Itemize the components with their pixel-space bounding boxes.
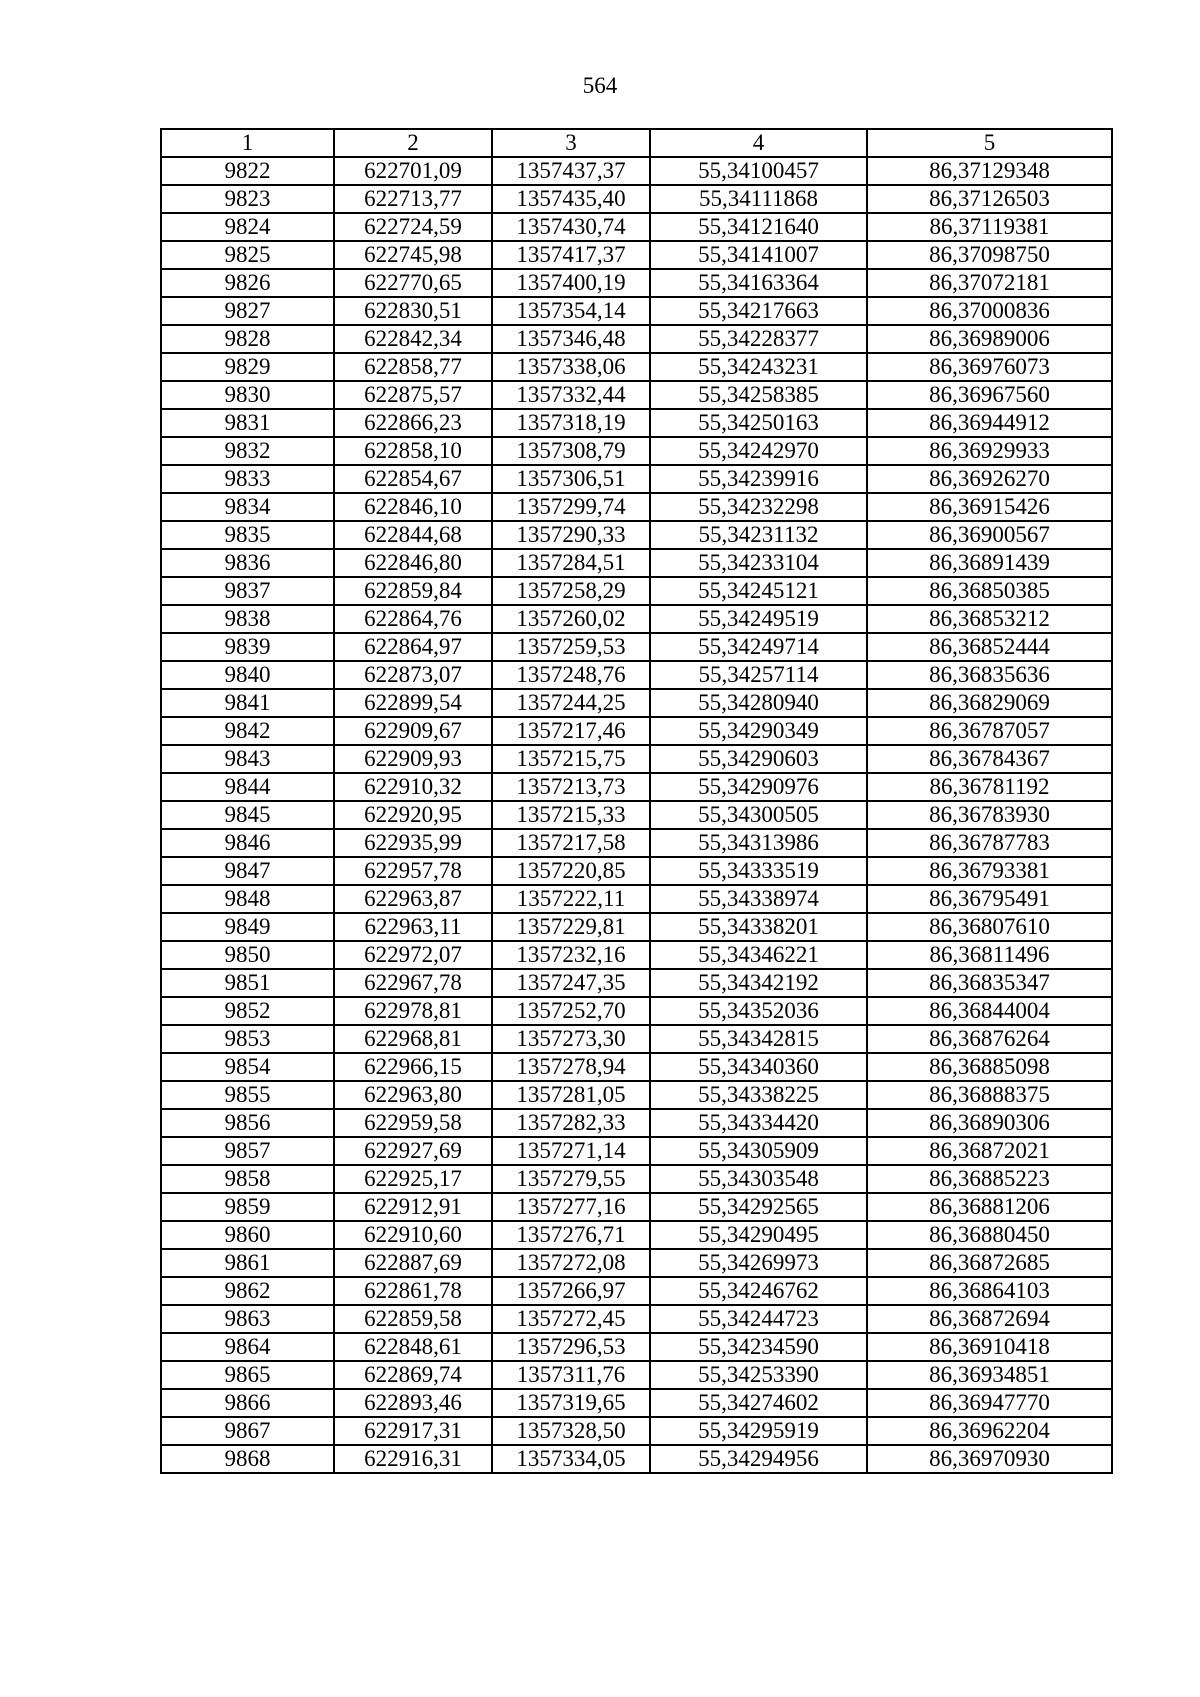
point-number-cell: 9866	[161, 1389, 334, 1417]
table-row	[161, 661, 1112, 689]
page-number: 564	[582, 73, 618, 98]
y-coordinate-cell: 1357277,16	[492, 1193, 650, 1221]
y-coordinate-cell: 1357338,06	[492, 353, 650, 381]
table-row	[161, 1445, 1112, 1473]
y-coordinate-cell: 1357244,25	[492, 689, 650, 717]
latitude-cell: 55,34346221	[650, 941, 867, 969]
point-number-cell: 9865	[161, 1361, 334, 1389]
column-header: 4	[650, 129, 867, 157]
longitude-cell: 86,36885223	[867, 1165, 1112, 1193]
longitude-cell: 86,37129348	[867, 157, 1112, 185]
longitude-cell: 86,36926270	[867, 465, 1112, 493]
longitude-cell: 86,37000836	[867, 297, 1112, 325]
latitude-cell: 55,34257114	[650, 661, 867, 689]
longitude-cell: 86,37119381	[867, 213, 1112, 241]
point-number-cell: 9854	[161, 1053, 334, 1081]
point-number-cell: 9861	[161, 1249, 334, 1277]
y-coordinate-cell: 1357273,30	[492, 1025, 650, 1053]
point-number-cell: 9822	[161, 157, 334, 185]
table-row	[161, 773, 1112, 801]
longitude-cell: 86,36967560	[867, 381, 1112, 409]
x-coordinate-cell: 622858,77	[334, 353, 492, 381]
latitude-cell: 55,34338201	[650, 913, 867, 941]
longitude-cell: 86,36781192	[867, 773, 1112, 801]
point-number-cell: 9852	[161, 997, 334, 1025]
point-number-cell: 9829	[161, 353, 334, 381]
point-number-cell: 9851	[161, 969, 334, 997]
latitude-cell: 55,34239916	[650, 465, 867, 493]
y-coordinate-cell: 1357278,94	[492, 1053, 650, 1081]
point-number-cell: 9838	[161, 605, 334, 633]
point-number-cell: 9837	[161, 577, 334, 605]
point-number-cell: 9830	[161, 381, 334, 409]
y-coordinate-cell: 1357260,02	[492, 605, 650, 633]
y-coordinate-cell: 1357417,37	[492, 241, 650, 269]
y-coordinate-cell: 1357259,53	[492, 633, 650, 661]
longitude-cell: 86,36852444	[867, 633, 1112, 661]
x-coordinate-cell: 622724,59	[334, 213, 492, 241]
table-row	[161, 1249, 1112, 1277]
point-number-cell: 9848	[161, 885, 334, 913]
table-row	[161, 241, 1112, 269]
x-coordinate-cell: 622859,84	[334, 577, 492, 605]
x-coordinate-cell: 622701,09	[334, 157, 492, 185]
x-coordinate-cell: 622963,11	[334, 913, 492, 941]
y-coordinate-cell: 1357284,51	[492, 549, 650, 577]
y-coordinate-cell: 1357282,33	[492, 1109, 650, 1137]
table-row	[161, 381, 1112, 409]
longitude-cell: 86,36989006	[867, 325, 1112, 353]
longitude-cell: 86,36811496	[867, 941, 1112, 969]
x-coordinate-cell: 622854,67	[334, 465, 492, 493]
latitude-cell: 55,34253390	[650, 1361, 867, 1389]
column-header: 2	[334, 129, 492, 157]
table-row	[161, 745, 1112, 773]
point-number-cell: 9850	[161, 941, 334, 969]
table-row	[161, 1277, 1112, 1305]
y-coordinate-cell: 1357299,74	[492, 493, 650, 521]
latitude-cell: 55,34269973	[650, 1249, 867, 1277]
table-row	[161, 297, 1112, 325]
longitude-cell: 86,36888375	[867, 1081, 1112, 1109]
table-row	[161, 1193, 1112, 1221]
longitude-cell: 86,37098750	[867, 241, 1112, 269]
column-header: 1	[161, 129, 334, 157]
table-row	[161, 689, 1112, 717]
x-coordinate-cell: 622927,69	[334, 1137, 492, 1165]
longitude-cell: 86,36929933	[867, 437, 1112, 465]
latitude-cell: 55,34242970	[650, 437, 867, 465]
x-coordinate-cell: 622745,98	[334, 241, 492, 269]
point-number-cell: 9853	[161, 1025, 334, 1053]
table-row	[161, 157, 1112, 185]
x-coordinate-cell: 622848,61	[334, 1333, 492, 1361]
table-row	[161, 1305, 1112, 1333]
x-coordinate-cell: 622909,67	[334, 717, 492, 745]
longitude-cell: 86,37072181	[867, 269, 1112, 297]
x-coordinate-cell: 622920,95	[334, 801, 492, 829]
x-coordinate-cell: 622846,80	[334, 549, 492, 577]
table-row	[161, 185, 1112, 213]
table-row	[161, 605, 1112, 633]
point-number-cell: 9833	[161, 465, 334, 493]
y-coordinate-cell: 1357290,33	[492, 521, 650, 549]
latitude-cell: 55,34249519	[650, 605, 867, 633]
longitude-cell: 86,36850385	[867, 577, 1112, 605]
table-row	[161, 1109, 1112, 1137]
longitude-cell: 86,36807610	[867, 913, 1112, 941]
latitude-cell: 55,34342192	[650, 969, 867, 997]
longitude-cell: 86,36915426	[867, 493, 1112, 521]
longitude-cell: 86,36835347	[867, 969, 1112, 997]
latitude-cell: 55,34250163	[650, 409, 867, 437]
point-number-cell: 9844	[161, 773, 334, 801]
latitude-cell: 55,34249714	[650, 633, 867, 661]
y-coordinate-cell: 1357346,48	[492, 325, 650, 353]
point-number-cell: 9860	[161, 1221, 334, 1249]
point-number-cell: 9847	[161, 857, 334, 885]
x-coordinate-cell: 622978,81	[334, 997, 492, 1025]
longitude-cell: 86,36795491	[867, 885, 1112, 913]
longitude-cell: 86,36787783	[867, 829, 1112, 857]
latitude-cell: 55,34334420	[650, 1109, 867, 1137]
latitude-cell: 55,34333519	[650, 857, 867, 885]
x-coordinate-cell: 622893,46	[334, 1389, 492, 1417]
x-coordinate-cell: 622864,97	[334, 633, 492, 661]
y-coordinate-cell: 1357318,19	[492, 409, 650, 437]
table-row	[161, 913, 1112, 941]
y-coordinate-cell: 1357311,76	[492, 1361, 650, 1389]
longitude-cell: 86,36853212	[867, 605, 1112, 633]
y-coordinate-cell: 1357232,16	[492, 941, 650, 969]
point-number-cell: 9855	[161, 1081, 334, 1109]
table-row	[161, 409, 1112, 437]
point-number-cell: 9825	[161, 241, 334, 269]
latitude-cell: 55,34342815	[650, 1025, 867, 1053]
longitude-cell: 86,36835636	[867, 661, 1112, 689]
x-coordinate-cell: 622957,78	[334, 857, 492, 885]
x-coordinate-cell: 622899,54	[334, 689, 492, 717]
latitude-cell: 55,34243231	[650, 353, 867, 381]
table-row	[161, 633, 1112, 661]
point-number-cell: 9832	[161, 437, 334, 465]
latitude-cell: 55,34280940	[650, 689, 867, 717]
y-coordinate-cell: 1357279,55	[492, 1165, 650, 1193]
latitude-cell: 55,34246762	[650, 1277, 867, 1305]
point-number-cell: 9856	[161, 1109, 334, 1137]
x-coordinate-cell: 622910,32	[334, 773, 492, 801]
point-number-cell: 9836	[161, 549, 334, 577]
longitude-cell: 86,36885098	[867, 1053, 1112, 1081]
longitude-cell: 86,36793381	[867, 857, 1112, 885]
table-row	[161, 997, 1112, 1025]
latitude-cell: 55,34303548	[650, 1165, 867, 1193]
table-row	[161, 437, 1112, 465]
x-coordinate-cell: 622830,51	[334, 297, 492, 325]
column-header: 3	[492, 129, 650, 157]
x-coordinate-cell: 622842,34	[334, 325, 492, 353]
y-coordinate-cell: 1357215,75	[492, 745, 650, 773]
table-row	[161, 353, 1112, 381]
x-coordinate-cell: 622968,81	[334, 1025, 492, 1053]
table-header-row	[161, 129, 1112, 157]
x-coordinate-cell: 622966,15	[334, 1053, 492, 1081]
latitude-cell: 55,34234590	[650, 1333, 867, 1361]
coordinates-table	[160, 128, 1113, 1474]
latitude-cell: 55,34258385	[650, 381, 867, 409]
x-coordinate-cell: 622866,23	[334, 409, 492, 437]
point-number-cell: 9863	[161, 1305, 334, 1333]
point-number-cell: 9828	[161, 325, 334, 353]
latitude-cell: 55,34295919	[650, 1417, 867, 1445]
x-coordinate-cell: 622909,93	[334, 745, 492, 773]
y-coordinate-cell: 1357328,50	[492, 1417, 650, 1445]
y-coordinate-cell: 1357266,97	[492, 1277, 650, 1305]
x-coordinate-cell: 622869,74	[334, 1361, 492, 1389]
longitude-cell: 86,36880450	[867, 1221, 1112, 1249]
y-coordinate-cell: 1357258,29	[492, 577, 650, 605]
x-coordinate-cell: 622972,07	[334, 941, 492, 969]
point-number-cell: 9859	[161, 1193, 334, 1221]
table-row	[161, 941, 1112, 969]
table-row	[161, 549, 1112, 577]
y-coordinate-cell: 1357247,35	[492, 969, 650, 997]
point-number-cell: 9839	[161, 633, 334, 661]
latitude-cell: 55,34163364	[650, 269, 867, 297]
point-number-cell: 9843	[161, 745, 334, 773]
x-coordinate-cell: 622967,78	[334, 969, 492, 997]
table-row	[161, 521, 1112, 549]
table-row	[161, 1333, 1112, 1361]
latitude-cell: 55,34274602	[650, 1389, 867, 1417]
x-coordinate-cell: 622846,10	[334, 493, 492, 521]
table-row	[161, 1053, 1112, 1081]
y-coordinate-cell: 1357271,14	[492, 1137, 650, 1165]
x-coordinate-cell: 622713,77	[334, 185, 492, 213]
y-coordinate-cell: 1357222,11	[492, 885, 650, 913]
table-row	[161, 269, 1112, 297]
y-coordinate-cell: 1357276,71	[492, 1221, 650, 1249]
point-number-cell: 9849	[161, 913, 334, 941]
point-number-cell: 9862	[161, 1277, 334, 1305]
latitude-cell: 55,34290976	[650, 773, 867, 801]
x-coordinate-cell: 622917,31	[334, 1417, 492, 1445]
y-coordinate-cell: 1357217,46	[492, 717, 650, 745]
x-coordinate-cell: 622770,65	[334, 269, 492, 297]
latitude-cell: 55,34290349	[650, 717, 867, 745]
latitude-cell: 55,34245121	[650, 577, 867, 605]
y-coordinate-cell: 1357354,14	[492, 297, 650, 325]
latitude-cell: 55,34305909	[650, 1137, 867, 1165]
latitude-cell: 55,34313986	[650, 829, 867, 857]
latitude-cell: 55,34100457	[650, 157, 867, 185]
point-number-cell: 9858	[161, 1165, 334, 1193]
table-row	[161, 577, 1112, 605]
x-coordinate-cell: 622910,60	[334, 1221, 492, 1249]
longitude-cell: 86,36829069	[867, 689, 1112, 717]
table-row	[161, 1025, 1112, 1053]
y-coordinate-cell: 1357281,05	[492, 1081, 650, 1109]
longitude-cell: 86,36876264	[867, 1025, 1112, 1053]
point-number-cell: 9824	[161, 213, 334, 241]
longitude-cell: 86,36976073	[867, 353, 1112, 381]
point-number-cell: 9827	[161, 297, 334, 325]
x-coordinate-cell: 622864,76	[334, 605, 492, 633]
y-coordinate-cell: 1357308,79	[492, 437, 650, 465]
latitude-cell: 55,34352036	[650, 997, 867, 1025]
table-row	[161, 465, 1112, 493]
table-row	[161, 213, 1112, 241]
y-coordinate-cell: 1357430,74	[492, 213, 650, 241]
x-coordinate-cell: 622935,99	[334, 829, 492, 857]
point-number-cell: 9826	[161, 269, 334, 297]
longitude-cell: 86,36947770	[867, 1389, 1112, 1417]
longitude-cell: 86,36881206	[867, 1193, 1112, 1221]
table-row	[161, 325, 1112, 353]
x-coordinate-cell: 622912,91	[334, 1193, 492, 1221]
y-coordinate-cell: 1357400,19	[492, 269, 650, 297]
point-number-cell: 9846	[161, 829, 334, 857]
y-coordinate-cell: 1357248,76	[492, 661, 650, 689]
point-number-cell: 9835	[161, 521, 334, 549]
point-number-cell: 9857	[161, 1137, 334, 1165]
y-coordinate-cell: 1357306,51	[492, 465, 650, 493]
x-coordinate-cell: 622873,07	[334, 661, 492, 689]
table-row	[161, 717, 1112, 745]
longitude-cell: 86,36900567	[867, 521, 1112, 549]
point-number-cell: 9868	[161, 1445, 334, 1473]
longitude-cell: 86,36934851	[867, 1361, 1112, 1389]
longitude-cell: 86,36944912	[867, 409, 1112, 437]
y-coordinate-cell: 1357272,08	[492, 1249, 650, 1277]
x-coordinate-cell: 622858,10	[334, 437, 492, 465]
x-coordinate-cell: 622916,31	[334, 1445, 492, 1473]
longitude-cell: 86,36891439	[867, 549, 1112, 577]
y-coordinate-cell: 1357215,33	[492, 801, 650, 829]
longitude-cell: 86,36864103	[867, 1277, 1112, 1305]
table-row	[161, 1081, 1112, 1109]
table-row	[161, 1165, 1112, 1193]
point-number-cell: 9845	[161, 801, 334, 829]
longitude-cell: 86,36787057	[867, 717, 1112, 745]
y-coordinate-cell: 1357213,73	[492, 773, 650, 801]
latitude-cell: 55,34121640	[650, 213, 867, 241]
latitude-cell: 55,34232298	[650, 493, 867, 521]
point-number-cell: 9831	[161, 409, 334, 437]
longitude-cell: 86,36890306	[867, 1109, 1112, 1137]
table-row	[161, 885, 1112, 913]
latitude-cell: 55,34294956	[650, 1445, 867, 1473]
point-number-cell: 9841	[161, 689, 334, 717]
x-coordinate-cell: 622861,78	[334, 1277, 492, 1305]
x-coordinate-cell: 622844,68	[334, 521, 492, 549]
y-coordinate-cell: 1357334,05	[492, 1445, 650, 1473]
latitude-cell: 55,34340360	[650, 1053, 867, 1081]
point-number-cell: 9840	[161, 661, 334, 689]
table-row	[161, 969, 1112, 997]
latitude-cell: 55,34290495	[650, 1221, 867, 1249]
latitude-cell: 55,34290603	[650, 745, 867, 773]
y-coordinate-cell: 1357435,40	[492, 185, 650, 213]
x-coordinate-cell: 622875,57	[334, 381, 492, 409]
longitude-cell: 86,36962204	[867, 1417, 1112, 1445]
point-number-cell: 9864	[161, 1333, 334, 1361]
latitude-cell: 55,34300505	[650, 801, 867, 829]
y-coordinate-cell: 1357296,53	[492, 1333, 650, 1361]
table-row	[161, 1417, 1112, 1445]
x-coordinate-cell: 622925,17	[334, 1165, 492, 1193]
longitude-cell: 86,36844004	[867, 997, 1112, 1025]
column-header: 5	[867, 129, 1112, 157]
y-coordinate-cell: 1357272,45	[492, 1305, 650, 1333]
y-coordinate-cell: 1357252,70	[492, 997, 650, 1025]
y-coordinate-cell: 1357217,58	[492, 829, 650, 857]
point-number-cell: 9842	[161, 717, 334, 745]
x-coordinate-cell: 622887,69	[334, 1249, 492, 1277]
latitude-cell: 55,34338974	[650, 885, 867, 913]
latitude-cell: 55,34217663	[650, 297, 867, 325]
y-coordinate-cell: 1357220,85	[492, 857, 650, 885]
table-row	[161, 1137, 1112, 1165]
y-coordinate-cell: 1357332,44	[492, 381, 650, 409]
longitude-cell: 86,36872694	[867, 1305, 1112, 1333]
y-coordinate-cell: 1357437,37	[492, 157, 650, 185]
y-coordinate-cell: 1357229,81	[492, 913, 650, 941]
table-row	[161, 801, 1112, 829]
table-row	[161, 1361, 1112, 1389]
longitude-cell: 86,36872685	[867, 1249, 1112, 1277]
x-coordinate-cell: 622959,58	[334, 1109, 492, 1137]
longitude-cell: 86,36784367	[867, 745, 1112, 773]
x-coordinate-cell: 622859,58	[334, 1305, 492, 1333]
x-coordinate-cell: 622963,80	[334, 1081, 492, 1109]
longitude-cell: 86,36910418	[867, 1333, 1112, 1361]
point-number-cell: 9823	[161, 185, 334, 213]
latitude-cell: 55,34141007	[650, 241, 867, 269]
latitude-cell: 55,34111868	[650, 185, 867, 213]
latitude-cell: 55,34338225	[650, 1081, 867, 1109]
longitude-cell: 86,36872021	[867, 1137, 1112, 1165]
longitude-cell: 86,36783930	[867, 801, 1112, 829]
point-number-cell: 9867	[161, 1417, 334, 1445]
longitude-cell: 86,37126503	[867, 185, 1112, 213]
latitude-cell: 55,34228377	[650, 325, 867, 353]
point-number-cell: 9834	[161, 493, 334, 521]
x-coordinate-cell: 622963,87	[334, 885, 492, 913]
table-row	[161, 857, 1112, 885]
latitude-cell: 55,34292565	[650, 1193, 867, 1221]
table-row	[161, 829, 1112, 857]
latitude-cell: 55,34233104	[650, 549, 867, 577]
y-coordinate-cell: 1357319,65	[492, 1389, 650, 1417]
table-body	[161, 157, 1112, 1473]
table-row	[161, 1389, 1112, 1417]
table-row	[161, 1221, 1112, 1249]
table-row	[161, 493, 1112, 521]
latitude-cell: 55,34244723	[650, 1305, 867, 1333]
latitude-cell: 55,34231132	[650, 521, 867, 549]
longitude-cell: 86,36970930	[867, 1445, 1112, 1473]
